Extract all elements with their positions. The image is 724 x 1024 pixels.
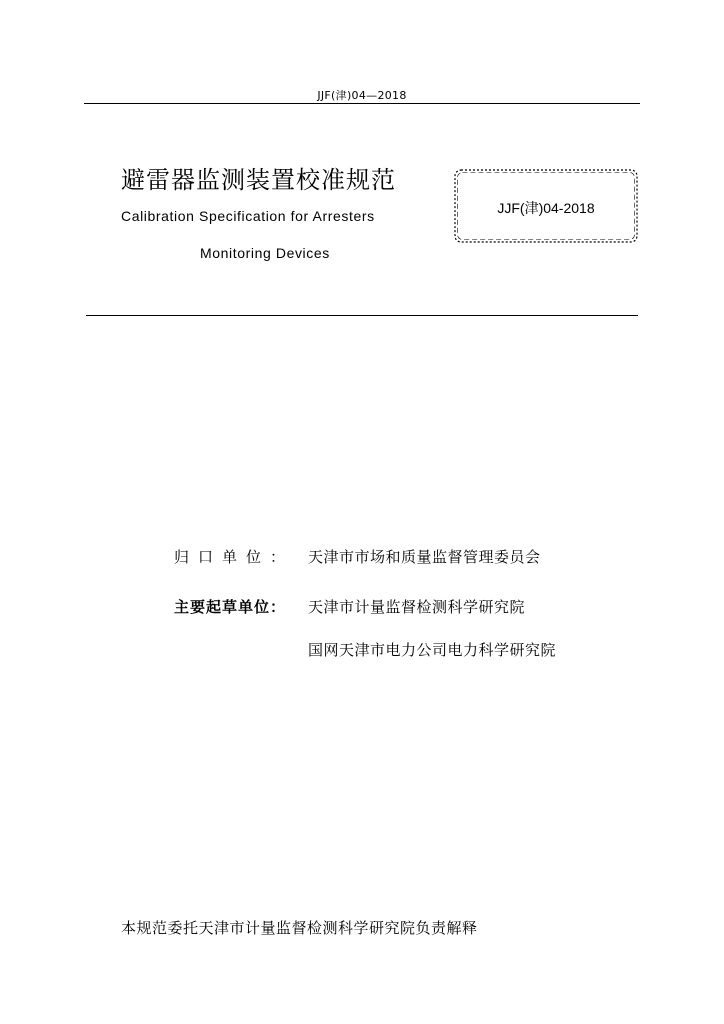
document-title-english-line2: Monitoring Devices xyxy=(200,245,330,261)
title-divider xyxy=(86,315,638,316)
drafting-unit-value-1: 天津市计量监督检测科学研究院 xyxy=(308,598,526,616)
document-title-english-line1: Calibration Specification for Arresters xyxy=(121,208,375,224)
document-header-code: JJF(津)04—2018 xyxy=(317,89,407,102)
specification-code: JJF(津)04-2018 xyxy=(497,200,595,216)
interpretation-note: 本规范委托天津市计量监督检测科学研究院负责解释 xyxy=(121,919,478,937)
responsible-unit-label: 归口单位： xyxy=(174,548,295,566)
specification-code-box xyxy=(453,168,639,244)
responsible-unit-value: 天津市市场和质量监督管理委员会 xyxy=(308,548,541,566)
header-divider xyxy=(84,103,640,104)
document-title-chinese: 避雷器监测装置校准规范 xyxy=(121,166,396,194)
drafting-unit-label: 主要起草单位： xyxy=(174,598,287,616)
drafting-unit-value-2: 国网天津市电力公司电力科学研究院 xyxy=(308,641,557,659)
